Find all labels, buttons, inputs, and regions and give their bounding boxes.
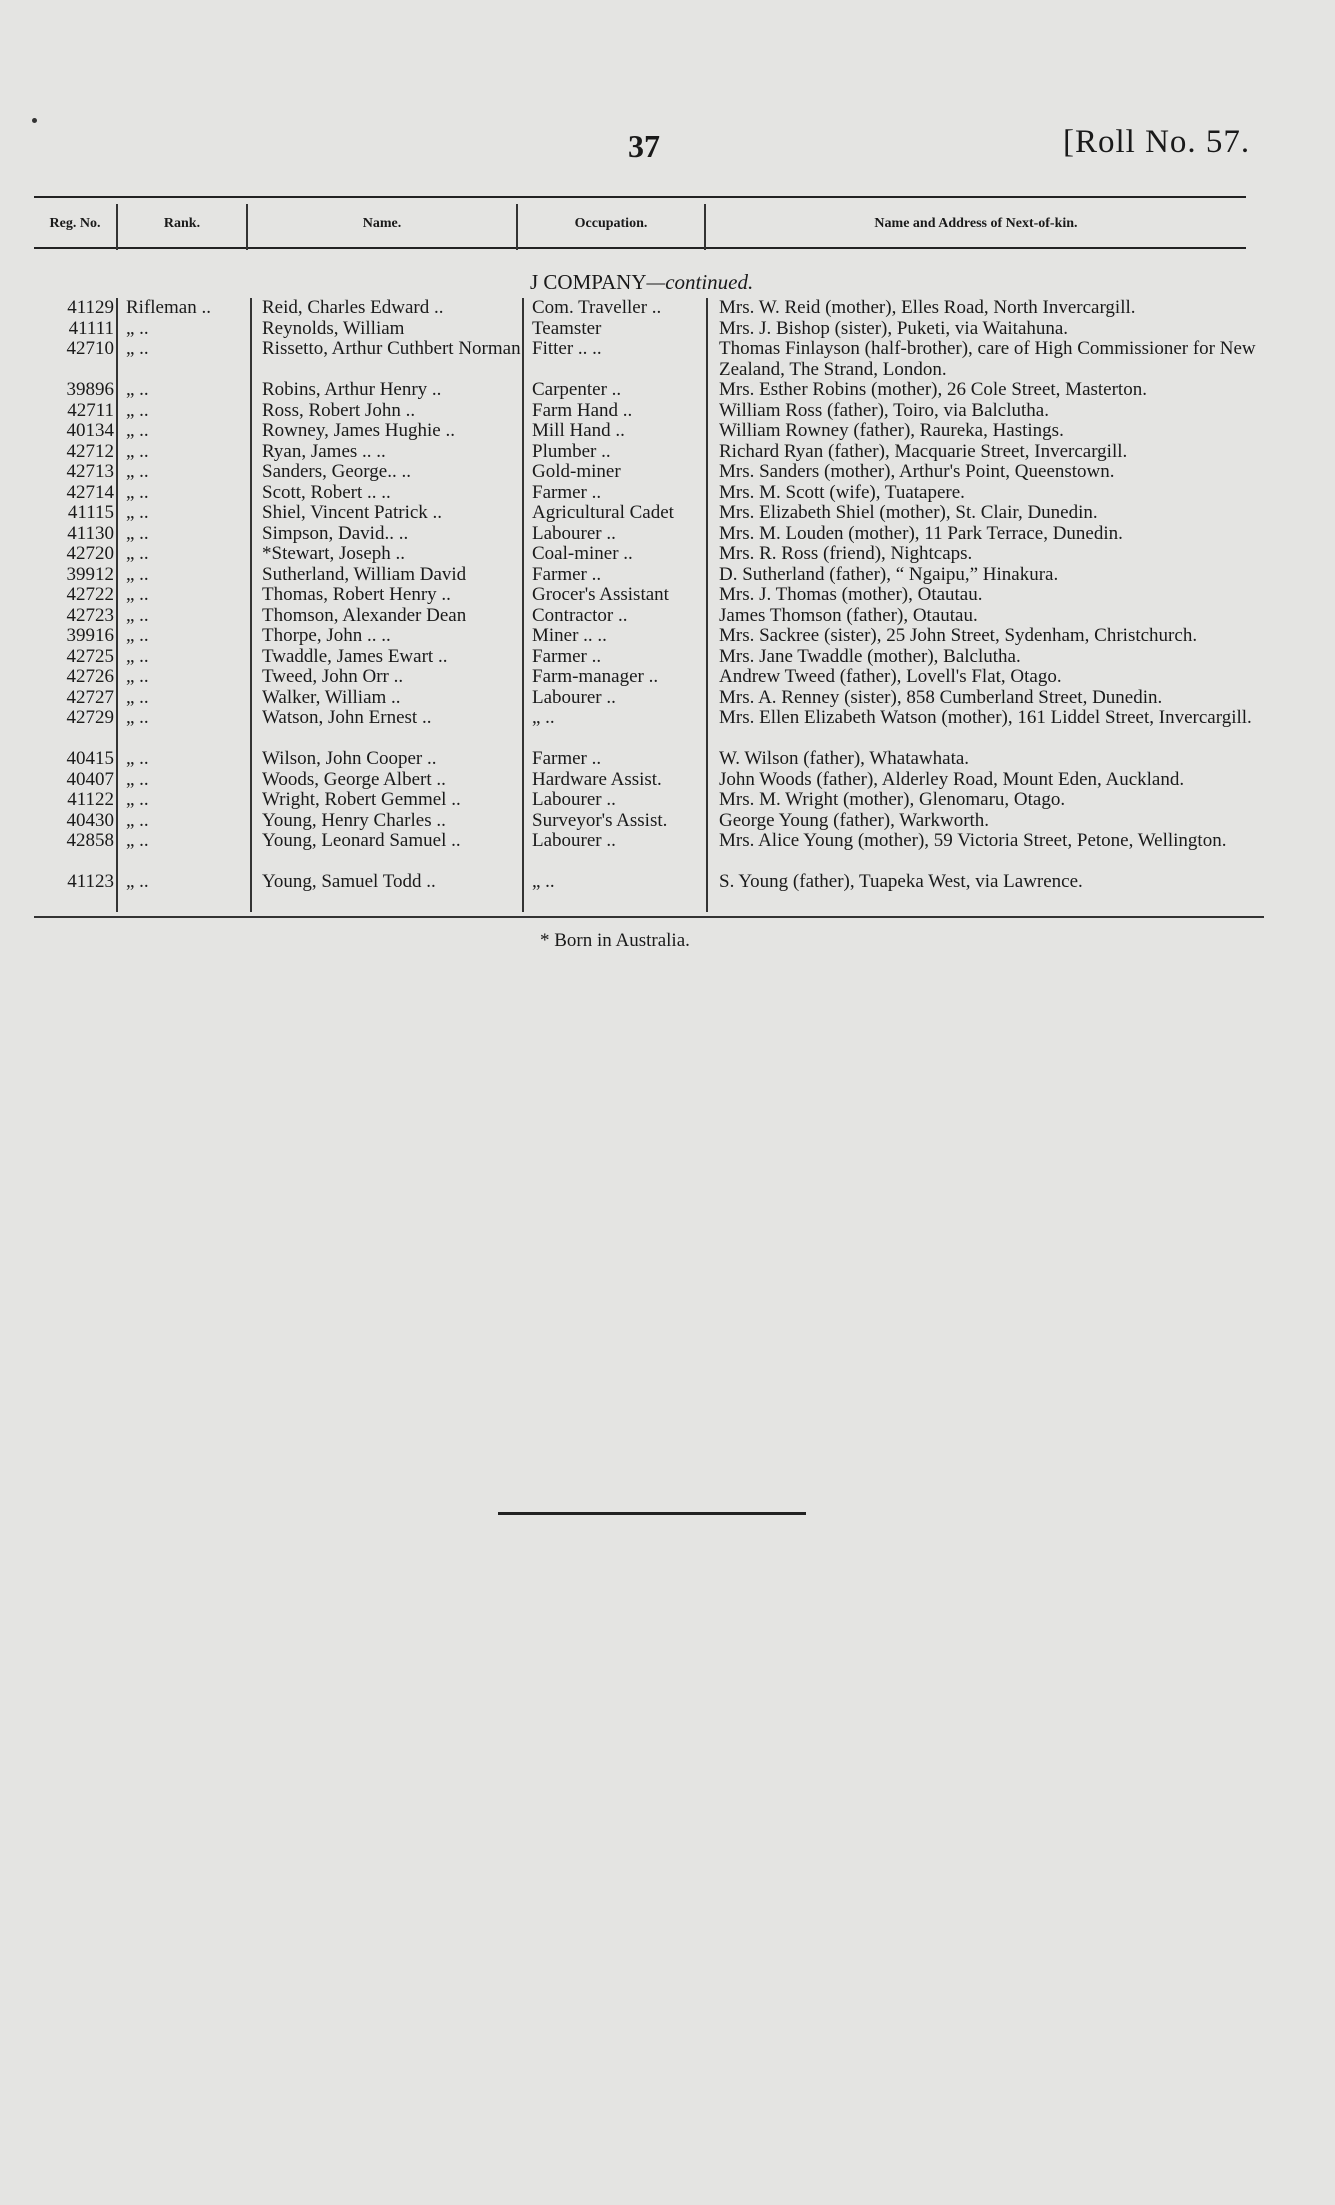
- name-cell: Tweed, John Orr ..: [262, 666, 404, 687]
- table-row: [34, 790, 1264, 811]
- occupation-cell: Surveyor's Assist.: [532, 809, 668, 831]
- reg-no-cell: 40430: [66, 809, 114, 831]
- header-next-of-kin: Name and Address of Next-of-kin.: [874, 216, 1078, 231]
- next-of-kin-cell: Richard Ryan (father), Macquarie Street, Invercargill.: [719, 440, 1128, 462]
- rank-cell: „ ..: [126, 584, 149, 605]
- name-cell: Robins, Arthur Henry ..: [262, 379, 442, 400]
- occupation-cell: Fitter .. ..: [532, 338, 602, 359]
- reg-no-cell: 41115: [67, 502, 114, 523]
- name-cell: Young, Leonard Samuel ..: [262, 830, 461, 851]
- rank-cell: „ ..: [126, 645, 149, 667]
- next-of-kin-cell: Mrs. Elizabeth Shiel (mother), St. Clair, Dunedin.: [719, 502, 1098, 523]
- table-row: [34, 749, 1264, 770]
- name-cell: Ryan, James .. ..: [262, 440, 386, 462]
- name-cell: Watson, John Ernest ..: [262, 707, 432, 728]
- reg-no-cell: 42858: [66, 830, 114, 851]
- name-cell: Rowney, James Hughie ..: [262, 420, 455, 441]
- table-row: [34, 462, 1264, 483]
- table-row: [34, 872, 1264, 893]
- occupation-cell: Miner .. ..: [532, 625, 607, 646]
- rank-cell: „ ..: [126, 338, 149, 359]
- rank-cell: „ ..: [126, 543, 149, 564]
- name-cell: Thomson, Alexander Dean: [262, 604, 467, 626]
- occupation-cell: Farmer ..: [532, 481, 602, 503]
- table-row: [34, 544, 1264, 565]
- rank-cell: „ ..: [126, 789, 149, 810]
- name-cell: Woods, George Albert ..: [262, 768, 446, 790]
- reg-no-cell: 42720: [66, 543, 114, 564]
- table-row: [34, 339, 1264, 380]
- name-cell: Scott, Robert .. ..: [262, 481, 391, 503]
- name-cell: Simpson, David.. ..: [262, 522, 409, 544]
- header-divider: [116, 204, 118, 250]
- occupation-cell: Hardware Assist.: [532, 768, 662, 790]
- rank-cell: „ ..: [126, 748, 149, 769]
- occupation-cell: Farmer ..: [532, 748, 602, 769]
- reg-no-cell: 42722: [66, 584, 114, 605]
- next-of-kin-cell: George Young (father), Warkworth.: [719, 809, 990, 831]
- header-reg-no: Reg. No.: [49, 216, 101, 231]
- rank-cell: „ ..: [126, 686, 149, 708]
- table-row: [34, 319, 1264, 340]
- section-heading: [530, 270, 753, 295]
- occupation-cell: Coal-miner ..: [532, 543, 633, 564]
- roll-label: [Roll No. 57.: [1063, 124, 1251, 160]
- reg-no-cell: 40415: [66, 748, 114, 769]
- occupation-cell: „ ..: [532, 871, 555, 892]
- occupation-cell: Labourer ..: [532, 830, 616, 851]
- table-row: [34, 811, 1264, 832]
- next-of-kin-cell: Mrs. Alice Young (mother), 59 Victoria Street, Petone, Wellington.: [719, 830, 1227, 851]
- header-divider: [246, 204, 248, 250]
- occupation-cell: Plumber ..: [532, 440, 611, 462]
- rank-cell: „ ..: [126, 481, 149, 503]
- reg-no-cell: 40407: [66, 768, 114, 790]
- rank-cell: „ ..: [126, 666, 149, 687]
- rank-cell: „ ..: [126, 420, 149, 441]
- table-row: [34, 770, 1264, 791]
- reg-no-cell: 41122: [67, 789, 114, 810]
- page-number: 37: [628, 128, 660, 164]
- table-row: [34, 606, 1264, 627]
- name-cell: Rissetto, Arthur Cuthbert Norman: [262, 338, 521, 359]
- reg-no-cell: 39912: [66, 563, 114, 585]
- table-bottom-rule: [34, 916, 1264, 918]
- footnote: * Born in Australia.: [540, 930, 690, 951]
- next-of-kin-cell: Mrs. Jane Twaddle (mother), Balclutha.: [719, 645, 1021, 667]
- name-cell: Thorpe, John .. ..: [262, 625, 391, 646]
- reg-no-cell: 42711: [67, 399, 114, 421]
- next-of-kin-cell: W. Wilson (father), Whatawhata.: [719, 748, 970, 769]
- table-row: [34, 565, 1264, 586]
- occupation-cell: Farmer ..: [532, 563, 602, 585]
- name-cell: Reynolds, William: [262, 317, 405, 339]
- reg-no-cell: 42726: [66, 666, 114, 687]
- rank-cell: „ ..: [126, 625, 149, 646]
- rank-cell: „ ..: [126, 379, 149, 400]
- reg-no-cell: 42712: [66, 440, 114, 462]
- next-of-kin-cell: Andrew Tweed (father), Lovell's Flat, Otago.: [719, 666, 1062, 687]
- header-top-rule: [34, 196, 1246, 198]
- name-cell: Shiel, Vincent Patrick ..: [262, 502, 443, 523]
- reg-no-cell: 41129: [67, 297, 114, 318]
- header-divider: [704, 204, 706, 250]
- next-of-kin-cell: Mrs. J. Thomas (mother), Otautau.: [719, 584, 983, 605]
- occupation-cell: Grocer's Assistant: [532, 584, 669, 605]
- rank-cell: „ ..: [126, 399, 149, 421]
- reg-no-cell: 41123: [67, 871, 114, 892]
- occupation-cell: Labourer ..: [532, 522, 616, 544]
- reg-no-cell: 41130: [67, 522, 114, 544]
- reg-no-cell: 42729: [66, 707, 114, 728]
- rank-cell: „ ..: [126, 522, 149, 544]
- name-cell: Sanders, George.. ..: [262, 461, 411, 482]
- rank-cell: „ ..: [126, 440, 149, 462]
- next-of-kin-cell: Thomas Finlayson (half-brother), care of High Commissioner for New Zealand, The Strand, London.: [719, 338, 1256, 380]
- next-of-kin-cell: Mrs. M. Louden (mother), 11 Park Terrace, Dunedin.: [719, 522, 1123, 544]
- table-row: [34, 708, 1264, 749]
- occupation-cell: Labourer ..: [532, 686, 616, 708]
- rank-cell: „ ..: [126, 317, 149, 339]
- rank-cell: Rifleman ..: [126, 297, 211, 318]
- occupation-cell: Carpenter ..: [532, 379, 622, 400]
- header-occupation: Occupation.: [574, 216, 648, 231]
- reg-no-cell: 42725: [66, 645, 114, 667]
- occupation-cell: Com. Traveller ..: [532, 297, 662, 318]
- next-of-kin-cell: Mrs. J. Bishop (sister), Puketi, via Waitahuna.: [719, 317, 1069, 339]
- table-row: [34, 421, 1264, 442]
- table-row: [34, 380, 1264, 401]
- reg-no-cell: 42727: [66, 686, 114, 708]
- table-row: [34, 483, 1264, 504]
- next-of-kin-cell: Mrs. Ellen Elizabeth Watson (mother), 161 Liddel Street, Invercargill.: [719, 707, 1252, 728]
- header-rank: Rank.: [163, 216, 201, 231]
- occupation-cell: Farm-manager ..: [532, 666, 659, 687]
- table-row: [34, 647, 1264, 668]
- table-row: [34, 626, 1264, 647]
- reg-no-cell: 39896: [66, 379, 114, 400]
- name-cell: *Stewart, Joseph ..: [262, 543, 406, 564]
- rank-cell: „ ..: [126, 563, 149, 585]
- rank-cell: „ ..: [126, 809, 149, 831]
- name-cell: Twaddle, James Ewart ..: [262, 645, 448, 667]
- name-cell: Ross, Robert John ..: [262, 399, 416, 421]
- rank-cell: „ ..: [126, 604, 149, 626]
- reg-no-cell: 42714: [66, 481, 114, 503]
- end-rule: [498, 1512, 806, 1515]
- rank-cell: „ ..: [126, 502, 149, 523]
- occupation-cell: Labourer ..: [532, 789, 616, 810]
- next-of-kin-cell: Mrs. M. Wright (mother), Glenomaru, Otago.: [719, 789, 1066, 810]
- occupation-cell: Teamster: [532, 317, 602, 339]
- name-cell: Young, Samuel Todd ..: [262, 871, 436, 892]
- table-row: [34, 503, 1264, 524]
- next-of-kin-cell: Mrs. Sanders (mother), Arthur's Point, Queenstown.: [719, 461, 1115, 482]
- name-cell: Young, Henry Charles ..: [262, 809, 446, 831]
- next-of-kin-cell: Mrs. M. Scott (wife), Tuatapere.: [719, 481, 965, 503]
- occupation-cell: Mill Hand ..: [532, 420, 625, 441]
- next-of-kin-cell: Mrs. Esther Robins (mother), 26 Cole Street, Masterton.: [719, 379, 1147, 400]
- rank-cell: „ ..: [126, 461, 149, 482]
- reg-no-cell: 41111: [68, 317, 114, 339]
- next-of-kin-cell: Mrs. W. Reid (mother), Elles Road, North Invercargill.: [719, 297, 1136, 318]
- table-row: [34, 688, 1264, 709]
- stray-mark: [32, 118, 37, 123]
- name-cell: Wright, Robert Gemmel ..: [262, 789, 461, 810]
- company-name: J COMPANY: [530, 270, 647, 294]
- next-of-kin-cell: D. Sutherland (father), “ Ngaipu,” Hinakura.: [719, 563, 1059, 585]
- next-of-kin-cell: Mrs. R. Ross (friend), Nightcaps.: [719, 543, 973, 564]
- continued-label: —continued.: [646, 270, 754, 294]
- next-of-kin-cell: John Woods (father), Alderley Road, Mount Eden, Auckland.: [719, 768, 1185, 790]
- table-row: [34, 298, 1264, 319]
- occupation-cell: Agricultural Cadet: [532, 502, 674, 523]
- occupation-cell: Farm Hand ..: [532, 399, 633, 421]
- rank-cell: „ ..: [126, 830, 149, 851]
- next-of-kin-cell: Mrs. A. Renney (sister), 858 Cumberland Street, Dunedin.: [719, 686, 1163, 708]
- name-cell: Reid, Charles Edward ..: [262, 297, 444, 318]
- roll-table: [34, 298, 1264, 893]
- next-of-kin-cell: James Thomson (father), Otautau.: [719, 604, 978, 626]
- table-row: [34, 831, 1264, 872]
- header-divider: [516, 204, 518, 250]
- reg-no-cell: 40134: [66, 420, 114, 441]
- reg-no-cell: 42713: [66, 461, 114, 482]
- occupation-cell: Farmer ..: [532, 645, 602, 667]
- table-row: [34, 585, 1264, 606]
- occupation-cell: „ ..: [532, 707, 555, 728]
- table-row: [34, 667, 1264, 688]
- rank-cell: „ ..: [126, 707, 149, 728]
- table-row: [34, 442, 1264, 463]
- occupation-cell: Contractor ..: [532, 604, 628, 626]
- next-of-kin-cell: William Rowney (father), Raureka, Hastings.: [719, 420, 1064, 441]
- table-row: [34, 524, 1264, 545]
- next-of-kin-cell: S. Young (father), Tuapeka West, via Lawrence.: [719, 871, 1083, 892]
- name-cell: Sutherland, William David: [262, 563, 467, 585]
- name-cell: Wilson, John Cooper ..: [262, 748, 437, 769]
- occupation-cell: Gold-miner: [532, 461, 621, 482]
- next-of-kin-cell: William Ross (father), Toiro, via Balclutha.: [719, 399, 1049, 421]
- name-cell: Thomas, Robert Henry ..: [262, 584, 451, 605]
- rank-cell: „ ..: [126, 871, 149, 892]
- reg-no-cell: 42723: [66, 604, 114, 626]
- header-bottom-rule: [34, 247, 1246, 249]
- next-of-kin-cell: Mrs. Sackree (sister), 25 John Street, Sydenham, Christchurch.: [719, 625, 1198, 646]
- reg-no-cell: 39916: [66, 625, 114, 646]
- table-row: [34, 401, 1264, 422]
- reg-no-cell: 42710: [66, 338, 114, 359]
- rank-cell: „ ..: [126, 768, 149, 790]
- header-name: Name.: [362, 216, 402, 231]
- name-cell: Walker, William ..: [262, 686, 401, 708]
